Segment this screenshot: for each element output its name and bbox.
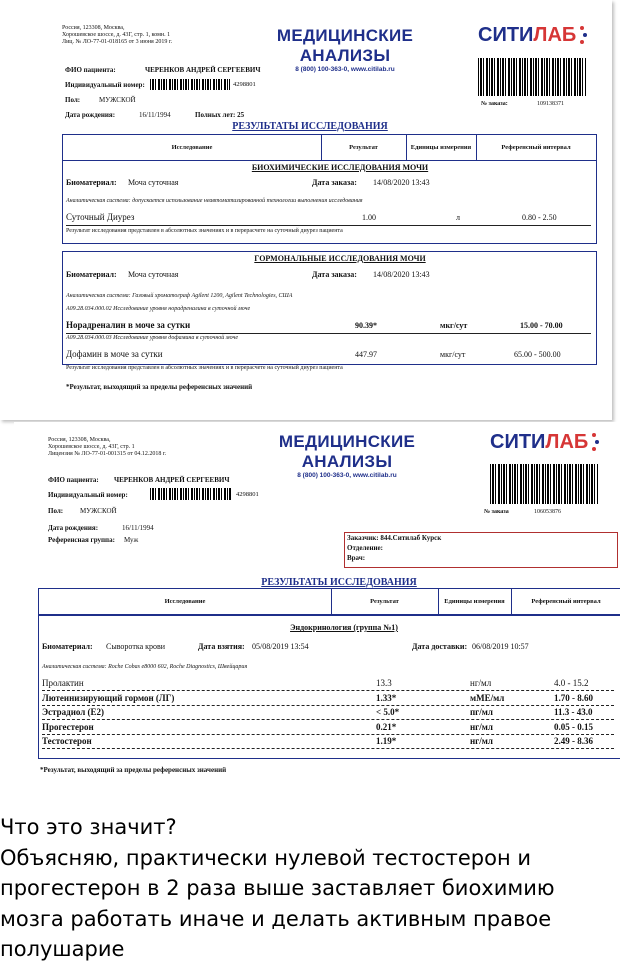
order-number: 106053876 [534, 509, 561, 515]
result-value: 1.00 [362, 213, 376, 222]
results-table-header [38, 588, 620, 615]
col-units-header: Единицы измерения [444, 598, 505, 605]
col-units-header: Единицы измерения [410, 144, 472, 151]
patient-id-value: 4298801 [236, 491, 259, 498]
result-units: нг/мл [470, 736, 493, 746]
result-name: Лютеинизирующий гормон (ЛГ) [42, 692, 175, 703]
report-header [245, 26, 445, 73]
logo-dots-icon [580, 26, 588, 46]
patient-dob-row [65, 111, 245, 119]
biomaterial-value: Сыворотка крови [106, 642, 166, 651]
biomaterial-label: Биоматериал: [42, 642, 93, 651]
result-ref: 0.05 - 0.15 [554, 721, 593, 732]
caption-line: Объясняю, практически нулевой тестостерон и [0, 845, 532, 870]
ref-group-row [48, 536, 139, 544]
result-units: л [456, 213, 460, 222]
order-barcode-icon [478, 58, 586, 96]
lab-address: Россия, 123308, Москва, Хорошевское шоссе, д. 43Г, стр. 1, комн. 1 Лиц. № ЛО-77-01-018165 от 3 июня 2019 г. [62, 25, 173, 46]
patient-sex-row [48, 507, 117, 515]
row-divider [42, 734, 614, 735]
result-units: мкг/сут [440, 350, 466, 359]
order-date-value: 14/08/2020 13:43 [373, 270, 430, 279]
taken-date-value: 05/08/2019 13:54 [252, 642, 309, 651]
col-result-header: Результат [349, 144, 378, 151]
order-date-value: 14/08/2020 13:43 [373, 178, 430, 187]
patient-id-label: Индивидуальный номер: [65, 81, 145, 89]
result-name: Прогестерон [42, 721, 94, 732]
patient-name: ЧЕРЕНКОВ АНДРЕЙ СЕРГЕЕВИЧ [145, 66, 261, 74]
order-number: 109138371 [537, 101, 564, 107]
section-endocrinology [38, 615, 620, 759]
result-ref: 65.00 - 500.00 [514, 350, 561, 359]
id-barcode-icon [150, 488, 232, 500]
section-biochemistry-title: БИОХИМИЧЕСКИЕ ИССЛЕДОВАНИЯ МОЧИ [251, 163, 429, 172]
caption-line: Что это значит? [0, 815, 177, 839]
result-value: 13.3 [376, 678, 392, 688]
patient-name-label: ФИО пациента: [48, 476, 99, 484]
result-ref: 0.80 - 2.50 [522, 213, 557, 222]
order-number-label: № заказа [484, 509, 509, 515]
footnote: *Результат, выходящий за пределы референсных значений [40, 766, 227, 774]
patient-id-label: Индивидуальный номер: [48, 491, 128, 499]
result-ref: 2.49 - 8.36 [554, 736, 593, 746]
order-barcode-icon [490, 464, 598, 504]
ref-group-label: Референсная группа: [48, 536, 115, 544]
patient-name-row [48, 476, 230, 484]
results-title: РЕЗУЛЬТАТЫ ИССЛЕДОВАНИЯ [261, 577, 417, 588]
caption-line: прогестерон в 2 раза выше заставляет биохимию [0, 876, 555, 900]
patient-id-value: 4298801 [233, 81, 256, 88]
row-divider [42, 719, 614, 720]
result-units: нг/мл [470, 678, 492, 688]
delivery-date-label: Дата доставки: [412, 642, 468, 651]
col-ref-header: Референсный интервал [531, 598, 601, 605]
test-code: А09.28.034.000.03 Исследование уровня дофамина в суточной моче [66, 335, 239, 341]
biomaterial-value: Моча суточная [128, 270, 179, 279]
analytic-system: Аналитическая система: допускается использование неавтоматизированной технологии выполнения исследования [66, 198, 363, 204]
report-contacts: 8 (800) 100-363-0, www.citilab.ru [297, 472, 397, 479]
taken-date-label: Дата взятия: [198, 642, 245, 651]
result-name: Эстрадиол (Е2) [42, 707, 105, 717]
lab-report-sheet-1 [0, 0, 612, 420]
caption-line: полушарие [0, 937, 125, 961]
results-title: РЕЗУЛЬТАТЫ ИССЛЕДОВАНИЯ [232, 121, 388, 132]
logo-dots-icon [592, 433, 600, 453]
biomaterial-label: Биоматериал: [66, 178, 117, 187]
patient-name-row [65, 66, 261, 74]
results-table-header [62, 134, 597, 161]
analytic-system: Аналитическая система: Газовый хроматограф Agilent 1200, Agilent Technologies, США [66, 293, 293, 299]
patient-dob-label: Дата рождения: [65, 111, 116, 119]
result-name: Суточный Диурез [66, 212, 135, 222]
patient-dob-row [48, 524, 154, 532]
citilab-logo [478, 24, 576, 47]
result-units: нг/мл [470, 721, 493, 732]
patient-sex: МУЖСКОЙ [80, 507, 117, 515]
id-barcode-icon [150, 79, 230, 90]
department: Отделение: [347, 544, 383, 552]
delivery-date-value: 06/08/2019 10:57 [472, 642, 529, 651]
order-number-row [484, 509, 561, 515]
row-divider [42, 748, 614, 749]
section-endocrinology-title: Эндокринология (группа №1) [290, 623, 398, 632]
patient-name: ЧЕРЕНКОВ АНДРЕЙ СЕРГЕЕВИЧ [114, 476, 230, 484]
result-name: Тестостерон [42, 736, 92, 746]
result-value: 1.33* [376, 692, 397, 703]
result-units: мкг/сут [440, 321, 468, 330]
order-number-label: № заказа: [481, 101, 508, 107]
result-ref: 1.70 - 8.60 [554, 692, 593, 703]
result-value: < 5.0* [376, 707, 400, 717]
report-title: МЕДИЦИНСКИЕ АНАЛИЗЫ [276, 26, 414, 65]
patient-sex-label: Пол: [48, 507, 64, 515]
result-note: Результат исследования представлен в абсолютных значениях и в перерасчете на суточный диурез пациента [66, 228, 343, 234]
citilab-logo [490, 431, 588, 454]
caption-text [0, 812, 620, 965]
analytic-system: Аналитическая система: Roche Cobas e8000 602, Roche Diagnostics, Швейцария [42, 664, 248, 670]
result-name: Пролактин [42, 678, 84, 688]
result-units: мМЕ/мл [470, 692, 505, 703]
report-contacts: 8 (800) 100-363-0, www.citilab.ru [295, 66, 395, 73]
result-note: Результат исследования представлен в абсолютных значениях и в перерасчете на суточный диурез пациента [66, 365, 343, 371]
result-ref: 4.0 - 15.2 [554, 678, 589, 688]
logo-accent: ЛАБ [533, 24, 577, 46]
result-ref: 15.00 - 70.00 [520, 321, 563, 330]
result-value: 447.97 [355, 350, 377, 359]
col-ref-header: Референсный интервал [501, 144, 571, 151]
result-value: 90.39* [355, 321, 377, 330]
patient-sex-row [65, 96, 136, 104]
row-divider [42, 705, 614, 706]
biomaterial-label: Биоматериал: [66, 270, 117, 279]
result-name: Дофамин в моче за сутки [66, 349, 163, 359]
lab-address: Россия, 123308, Москва, Хорошевское шоссе, д. 43Г, стр. 1 Лицензия № ЛО-77-01-001315 от 04.12.2018 г. [48, 437, 167, 458]
logo-main: СИТИ [478, 24, 534, 46]
col-result-header: Результат [370, 598, 399, 605]
result-ref: 11.3 - 43.0 [554, 707, 593, 717]
patient-sex: МУЖСКОЙ [99, 96, 136, 104]
result-name: Норадреналин в моче за сутки [66, 320, 191, 330]
doctor: Врач: [347, 554, 366, 562]
logo-main: СИТИ [490, 431, 546, 453]
col-test-header: Исследование [171, 144, 213, 151]
footnote: *Результат, выходящий за пределы референсных значений [66, 383, 253, 391]
row-divider [42, 690, 614, 691]
patient-dob: 16/11/1994 [122, 524, 154, 532]
ref-group: Муж [124, 536, 139, 544]
caption-line: мозга работать иначе и делать активным правое [0, 906, 552, 931]
result-units: пг/мл [470, 707, 493, 717]
report-header [242, 432, 452, 479]
patient-dob: 16/11/1994 [139, 111, 171, 119]
result-value: 1.19* [376, 736, 397, 746]
patient-dob-label: Дата рождения: [48, 524, 99, 532]
logo-accent: ЛАБ [545, 431, 589, 453]
order-number-row [481, 101, 564, 107]
lab-report-sheet-2 [14, 422, 620, 794]
order-date-label: Дата заказа: [312, 270, 357, 279]
patient-id-row [48, 491, 128, 499]
col-test-header: Исследование [164, 598, 206, 605]
customer: Заказчик: 844.Ситилаб Курск [347, 534, 442, 542]
patient-sex-label: Пол: [65, 96, 81, 104]
test-code: А09.28.034.000.02 Исследование уровня норадреналина в суточной моче [66, 306, 251, 312]
order-date-label: Дата заказа: [312, 178, 357, 187]
patient-age: Полных лет: 25 [195, 111, 245, 119]
patient-id-row [65, 81, 145, 89]
report-title: МЕДИЦИНСКИЕ АНАЛИЗЫ [278, 432, 416, 471]
section-hormones-title: ГОРМОНАЛЬНЫЕ ИССЛЕДОВАНИЯ МОЧИ [254, 254, 426, 263]
result-value: 0.21* [376, 721, 397, 732]
patient-name-label: ФИО пациента: [65, 66, 116, 74]
biomaterial-value: Моча суточная [128, 178, 179, 187]
